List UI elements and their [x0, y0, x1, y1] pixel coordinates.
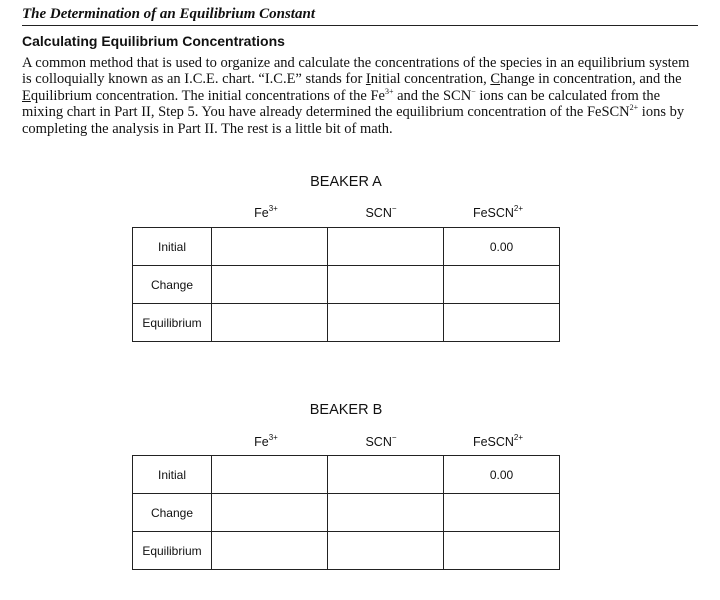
- beaker-a-col-fescn: FeSCN$^{2+}$: [472, 204, 524, 220]
- beaker-b-col-fe: $Fe^{3+}$: [254, 433, 278, 449]
- beaker-a-equilibrium-scn-cell[interactable]: [328, 304, 444, 342]
- beaker-b-change-fe-cell[interactable]: [212, 494, 328, 532]
- intro-text: and the SCN: [393, 87, 472, 104]
- beaker-a-initial-scn-cell[interactable]: [328, 228, 444, 266]
- table-row: [133, 494, 560, 532]
- intro-text: hange in concentration, and the: [500, 71, 682, 88]
- beaker-a-equilibrium-fe-cell[interactable]: [212, 304, 328, 342]
- intro-underlined-letter: I: [365, 71, 371, 88]
- intro-underlined-letter: E: [22, 87, 31, 104]
- row-label-change: Change: [133, 494, 212, 532]
- section-heading: Calculating Equilibrium Concentrations: [22, 33, 285, 49]
- beaker-b-equilibrium-scn-cell[interactable]: [328, 532, 444, 570]
- table-row: [133, 532, 560, 570]
- beaker-b-equilibrium-fe-cell[interactable]: [212, 532, 328, 570]
- beaker-b-col-scn: SCN−: [365, 433, 397, 449]
- table-row: [133, 304, 560, 342]
- beaker-b-ice-table: [132, 455, 560, 570]
- intro-text: nitial concentration,: [370, 71, 491, 88]
- table-row: [133, 266, 560, 304]
- beaker-a-col-scn: SCN−: [365, 204, 397, 220]
- beaker-a-change-fescn-cell[interactable]: [444, 266, 560, 304]
- beaker-b-initial-fe-cell[interactable]: [212, 456, 328, 494]
- beaker-b-change-scn-cell[interactable]: [328, 494, 444, 532]
- beaker-a-col-fe: $Fe^{3+}$: [254, 204, 278, 220]
- superscript-charge: 3+: [384, 86, 394, 96]
- document-header: The Determination of an Equilibrium Constant: [22, 6, 698, 26]
- beaker-b-initial-fescn-cell[interactable]: 0.00: [444, 456, 560, 494]
- intro-text: ions can be calculated from the mixing chart in Part II, Step 5. You have already determined the equilibrium concentration of the FeSCN: [22, 87, 661, 121]
- intro-underlined-letter: C: [490, 71, 501, 88]
- row-label-equilibrium: Equilibrium: [133, 304, 212, 342]
- row-label-initial: Initial: [133, 228, 212, 266]
- beaker-b-initial-scn-cell[interactable]: [328, 456, 444, 494]
- intro-paragraph: [22, 55, 698, 137]
- intro-text: ions by completing the analysis in Part II. The rest is a little bit of math.: [22, 104, 685, 137]
- beaker-a-change-fe-cell[interactable]: [212, 266, 328, 304]
- row-label-initial: Initial: [133, 456, 212, 494]
- table-row: [133, 456, 560, 494]
- intro-text: quilibrium concentration. The initial concentrations of the Fe: [30, 87, 385, 104]
- intro-text: A common method that is used to organize and calculate the concentrations of the species in an equilibrium system is colloquially known as an I.C.E. chart. “I.C.E” stands for: [22, 55, 690, 88]
- beaker-a-ice-table: [132, 227, 560, 342]
- superscript-charge: 2+: [629, 103, 639, 113]
- beaker-a-initial-fe-cell[interactable]: [212, 228, 328, 266]
- beaker-a-initial-fescn-cell[interactable]: 0.00: [444, 228, 560, 266]
- beaker-a-change-scn-cell[interactable]: [328, 266, 444, 304]
- beaker-b-col-fescn: FeSCN$^{2+}$: [472, 433, 524, 449]
- row-label-change: Change: [133, 266, 212, 304]
- row-label-equilibrium: Equilibrium: [133, 532, 212, 570]
- beaker-b-title: BEAKER B: [309, 402, 383, 418]
- table-row: [133, 228, 560, 266]
- beaker-b-equilibrium-fescn-cell[interactable]: [444, 532, 560, 570]
- beaker-b-change-fescn-cell[interactable]: [444, 494, 560, 532]
- beaker-a-title: BEAKER A: [310, 174, 382, 190]
- superscript-charge: −: [471, 86, 476, 96]
- beaker-a-equilibrium-fescn-cell[interactable]: [444, 304, 560, 342]
